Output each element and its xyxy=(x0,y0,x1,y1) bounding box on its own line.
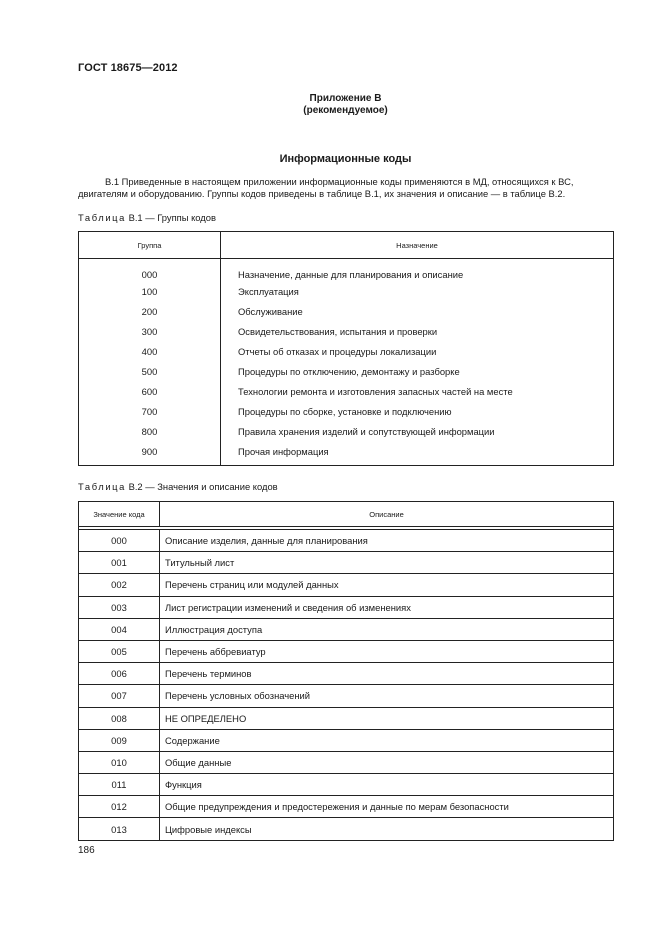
section-title: Информационные коды xyxy=(279,153,412,165)
group-code: 700 xyxy=(79,401,221,421)
group-code: 300 xyxy=(79,322,221,342)
code-value: 013 xyxy=(79,818,160,840)
group-code: 100 xyxy=(79,282,221,302)
code-value: 002 xyxy=(79,574,160,596)
table-2-caption-text: В.2 — Значения и описание кодов xyxy=(125,481,278,492)
table-2-caption-prefix: Таблица xyxy=(78,481,126,492)
code-value: 007 xyxy=(79,685,160,707)
code-description: Лист регистрации изменений и сведения об изменениях xyxy=(160,596,614,618)
table-row xyxy=(79,618,614,640)
code-value: 004 xyxy=(79,618,160,640)
table-code-values xyxy=(78,501,614,841)
table-row xyxy=(79,707,614,729)
code-description: Функция xyxy=(160,774,614,796)
column-header-group: Группа xyxy=(79,232,221,259)
column-header-code-value: Значение кода xyxy=(79,502,160,527)
group-purpose: Отчеты об отказах и процедуры локализации xyxy=(238,346,437,358)
code-value: 011 xyxy=(79,774,160,796)
appendix-title xyxy=(0,93,661,117)
code-description: Перечень терминов xyxy=(160,663,614,685)
table-header-row xyxy=(79,502,614,527)
code-value: 010 xyxy=(79,751,160,773)
table-code-groups xyxy=(78,231,614,466)
code-description: НЕ ОПРЕДЕЛЕНО xyxy=(160,707,614,729)
table-row xyxy=(79,640,614,662)
code-description: Перечень условных обозначений xyxy=(160,685,614,707)
code-value: 009 xyxy=(79,729,160,751)
group-code: 400 xyxy=(79,342,221,362)
group-purpose: Технологии ремонта и изготовления запасных частей на месте xyxy=(238,385,513,397)
code-description: Титульный лист xyxy=(160,552,614,574)
page-number: 186 xyxy=(78,845,95,856)
group-purpose: Освидетельствования, испытания и проверки xyxy=(238,326,438,338)
table-row xyxy=(79,530,614,552)
group-code: 600 xyxy=(79,381,221,401)
standard-header: ГОСТ 18675—2012 xyxy=(78,62,178,74)
table-1-caption-text: В.1 — Группы кодов xyxy=(125,212,216,223)
code-description: Иллюстрация доступа xyxy=(160,618,614,640)
column-header-purpose: Назначение xyxy=(221,232,614,259)
table-row xyxy=(79,302,614,322)
group-code: 500 xyxy=(79,362,221,382)
code-description: Цифровые индексы xyxy=(160,818,614,840)
table-row xyxy=(79,259,614,283)
group-purpose: Эксплуатация xyxy=(238,286,299,298)
table-row xyxy=(79,381,614,401)
intro-line-1: В.1 Приведенные в настоящем приложении информационные коды применяются в МД, относящихся к ВС, xyxy=(105,176,574,187)
appendix-status: (рекомендуемое) xyxy=(303,105,388,116)
group-purpose: Назначение, данные для планирования и описание xyxy=(238,268,464,280)
table-2-caption xyxy=(78,481,278,492)
table-row xyxy=(79,574,614,596)
code-description: Описание изделия, данные для планирования xyxy=(160,530,614,552)
intro-paragraph xyxy=(78,176,614,200)
group-purpose: Обслуживание xyxy=(238,306,303,318)
code-value: 008 xyxy=(79,707,160,729)
table-row xyxy=(79,818,614,840)
table-row xyxy=(79,596,614,618)
code-description: Общие данные xyxy=(160,751,614,773)
table-1-caption-prefix: Таблица xyxy=(78,212,126,223)
table-row xyxy=(79,751,614,773)
code-value: 005 xyxy=(79,640,160,662)
code-value: 006 xyxy=(79,663,160,685)
code-description: Перечень страниц или модулей данных xyxy=(160,574,614,596)
table-row xyxy=(79,421,614,441)
group-code: 200 xyxy=(79,302,221,322)
group-purpose: Правила хранения изделий и сопутствующей информации xyxy=(238,425,495,437)
code-description: Содержание xyxy=(160,729,614,751)
group-code: 000 xyxy=(79,259,221,283)
table-row xyxy=(79,663,614,685)
table-row xyxy=(79,342,614,362)
intro-line-2: двигателям и оборудованию. Группы кодов приведены в таблице В.1, их значения и описание — в таблице В.2. xyxy=(78,188,566,199)
code-description: Общие предупреждения и предостережения и данные по мерам безопасности xyxy=(160,796,614,818)
table-1-caption xyxy=(78,212,216,223)
table-row xyxy=(79,552,614,574)
group-purpose: Процедуры по отключению, демонтажу и разборке xyxy=(238,366,460,377)
code-value: 000 xyxy=(79,530,160,552)
table-row xyxy=(79,362,614,382)
table-row xyxy=(79,441,614,465)
table-row xyxy=(79,322,614,342)
table-row xyxy=(79,796,614,818)
column-header-description: Описание xyxy=(160,502,614,527)
table-row xyxy=(79,774,614,796)
group-purpose: Прочая информация xyxy=(238,445,329,457)
table-row xyxy=(79,282,614,302)
code-value: 003 xyxy=(79,596,160,618)
table-header-row xyxy=(79,232,614,259)
table-row xyxy=(79,685,614,707)
group-code: 800 xyxy=(79,421,221,441)
code-description: Перечень аббревиатур xyxy=(160,640,614,662)
table-row xyxy=(79,729,614,751)
table-row xyxy=(79,401,614,421)
appendix-name: Приложение В xyxy=(309,93,382,104)
group-code: 900 xyxy=(79,441,221,465)
code-value: 001 xyxy=(79,552,160,574)
group-purpose: Процедуры по сборке, установке и подключению xyxy=(238,405,452,417)
code-value: 012 xyxy=(79,796,160,818)
